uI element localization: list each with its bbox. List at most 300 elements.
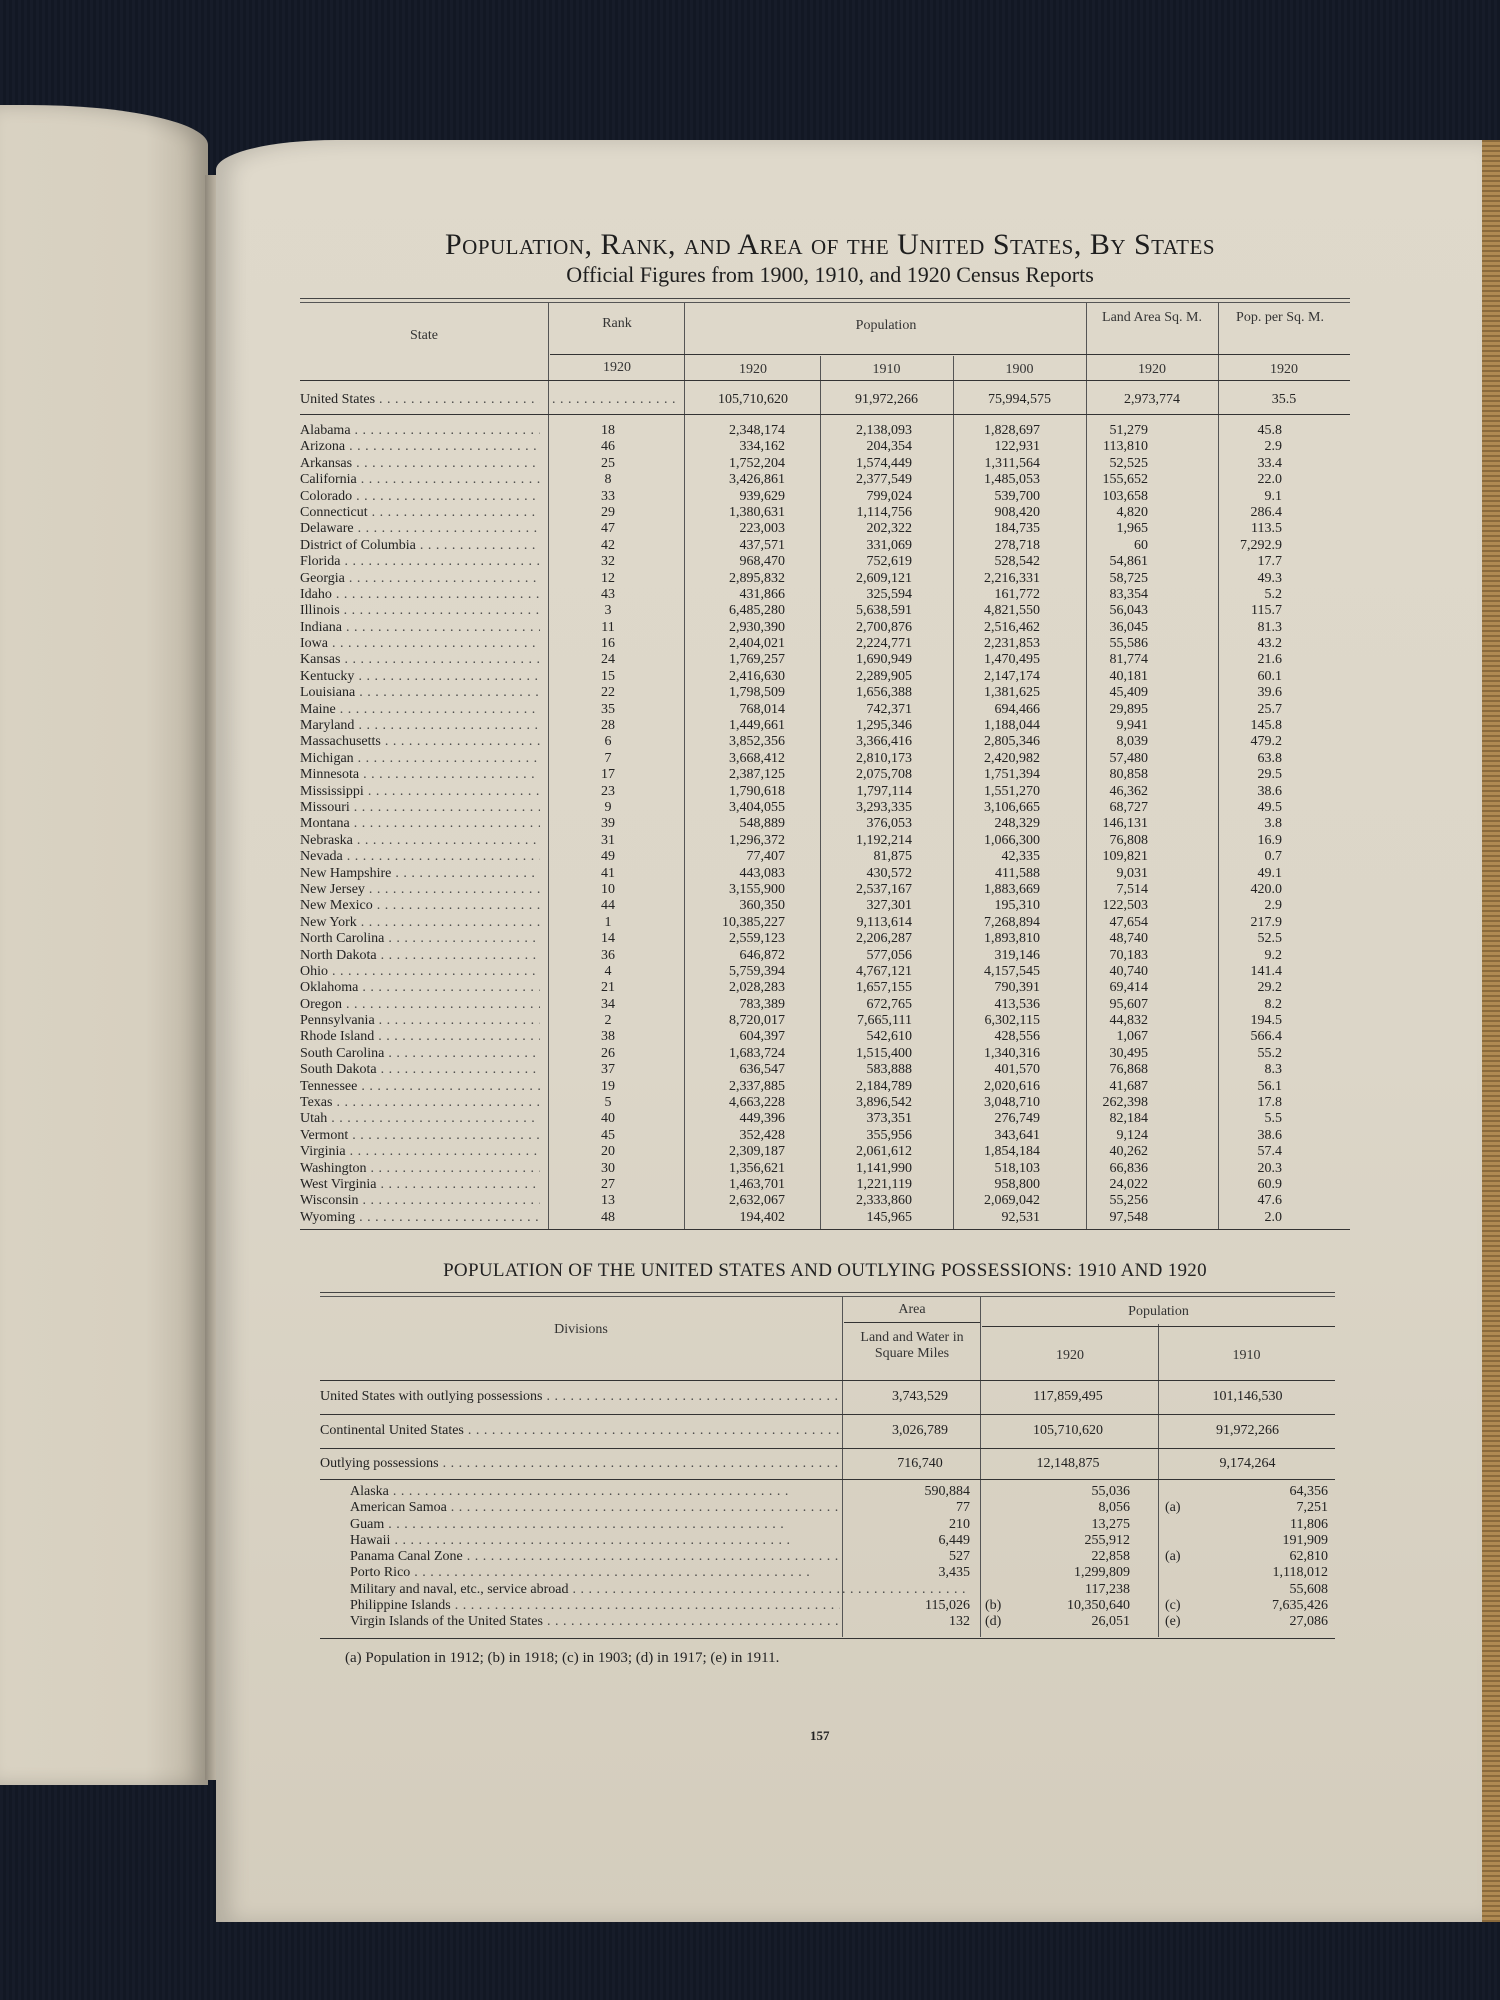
pop-1910: 1,221,119 <box>856 1176 912 1192</box>
summary-row <box>320 1386 1335 1408</box>
land-area: 30,495 <box>1109 1045 1148 1061</box>
state-name: Louisiana . . . <box>300 685 540 701</box>
state-rank: 46 <box>601 439 615 455</box>
state-name: Delaware . . . <box>300 521 540 537</box>
pop-1910: 101,146,530 <box>1212 1389 1283 1404</box>
pop-1920: 2,348,174 <box>729 423 785 438</box>
table-row <box>300 423 1350 439</box>
pop-density: 16.9 <box>1257 832 1282 848</box>
state-rows <box>300 423 1350 1226</box>
pop-1900: 1,751,394 <box>984 767 1040 783</box>
table-row <box>300 603 1350 619</box>
header-rule <box>550 354 1350 355</box>
state-rank: 37 <box>601 1062 615 1078</box>
table-row <box>300 882 1350 898</box>
state-name: Utah . . . <box>300 1111 540 1127</box>
land-area: 58,725 <box>1109 570 1148 586</box>
pop-1900: 248,329 <box>994 816 1040 832</box>
pop-1900: 2,020,616 <box>984 1078 1040 1094</box>
pop-1920: 334,162 <box>739 439 785 455</box>
pop-1920: 646,872 <box>739 947 785 963</box>
table-row <box>320 1549 1335 1565</box>
state-name: Kansas . . . <box>300 652 540 668</box>
land-area: 122,503 <box>1102 898 1148 914</box>
pop-density: 145.8 <box>1250 718 1282 734</box>
pop-1920: 22,858 <box>1091 1549 1130 1565</box>
pop-1900: 4,157,545 <box>984 963 1040 979</box>
pop-1920: 3,155,900 <box>729 881 785 897</box>
land-area: 66,836 <box>1109 1160 1148 1176</box>
state-name: New York . . . <box>300 915 540 931</box>
pop-1910: 5,638,591 <box>856 603 912 619</box>
pop-1900: 1,188,044 <box>984 718 1040 734</box>
pop-density: 286.4 <box>1250 504 1282 520</box>
pop-density: 566.4 <box>1250 1029 1282 1045</box>
pop-1920: 431,866 <box>739 586 785 602</box>
pop-1910: 327,301 <box>866 898 912 914</box>
state-rank: 30 <box>601 1160 615 1176</box>
pop-density: 0.7 <box>1264 849 1282 865</box>
pop-1900: 161,772 <box>994 586 1040 602</box>
pop-density: 2.0 <box>1264 1209 1282 1225</box>
pop-1920: 1,790,618 <box>729 783 785 799</box>
total-rank-dots: . . . . . . . . . . . . . . . . <box>552 392 676 407</box>
possession-name: Porto Rico . . . <box>350 1565 840 1581</box>
land-area: 1,067 <box>1116 1029 1148 1045</box>
land-area: 8,039 <box>1116 734 1148 750</box>
pop-1920: 604,397 <box>739 1029 785 1045</box>
area: 115,026 <box>925 1598 970 1614</box>
pop-1920: 1,380,631 <box>729 504 785 520</box>
land-area: 82,184 <box>1109 1111 1148 1127</box>
header-population: Population <box>1128 1304 1189 1319</box>
pop-1920: 117,238 <box>1085 1581 1130 1597</box>
pop-1920: 77,407 <box>746 849 785 865</box>
pop-1900: 6,302,115 <box>984 1013 1040 1029</box>
land-area: 81,774 <box>1109 652 1148 668</box>
pop-1910: 7,665,111 <box>857 1013 912 1029</box>
pop-1920: 3,404,055 <box>729 799 785 815</box>
state-rank: 49 <box>601 849 615 865</box>
table-row <box>300 505 1350 521</box>
header-land-year: 1920 <box>1138 362 1166 377</box>
pop-1910: 3,366,416 <box>856 734 912 750</box>
table-row <box>300 489 1350 505</box>
pop-1910: 1,574,449 <box>856 455 912 471</box>
table-row <box>300 456 1350 472</box>
table-row <box>300 652 1350 668</box>
pop-1920: 10,350,640 <box>1067 1598 1130 1614</box>
pop-1920: 1,769,257 <box>729 652 785 668</box>
state-rank: 21 <box>601 980 615 996</box>
land-area: 1,965 <box>1116 521 1148 537</box>
land-area: 83,354 <box>1109 586 1148 602</box>
pop-1920: 636,547 <box>739 1062 785 1078</box>
pop-1910: 430,572 <box>866 865 912 881</box>
state-name: Texas . . . <box>300 1095 540 1111</box>
pop-1920: 2,632,067 <box>729 1193 785 1209</box>
pop-1920: 783,389 <box>739 996 785 1012</box>
pop-1920: 3,668,412 <box>729 750 785 766</box>
table-row <box>300 767 1350 783</box>
state-rank: 47 <box>601 521 615 537</box>
pop-1900: 1,066,300 <box>984 832 1040 848</box>
pop-1900: 7,268,894 <box>984 914 1040 930</box>
state-rank: 4 <box>604 963 612 979</box>
pop-density: 17.8 <box>1257 1095 1282 1111</box>
state-name: Tennessee . . . <box>300 1079 540 1095</box>
land-area: 7,514 <box>1116 881 1148 897</box>
pop-1920: 4,663,228 <box>729 1095 785 1111</box>
state-rank: 13 <box>601 1193 615 1209</box>
total-rule <box>300 414 1350 415</box>
pop-1910: 577,056 <box>866 947 912 963</box>
table-row <box>300 931 1350 947</box>
pop-density: 49.3 <box>1257 570 1282 586</box>
table-row <box>300 1029 1350 1045</box>
pop-1910: 2,810,173 <box>856 750 912 766</box>
pop-1920: 548,889 <box>739 816 785 832</box>
state-name: Ohio . . . <box>300 964 540 980</box>
pop-1910: 9,174,264 <box>1219 1456 1276 1471</box>
state-rank: 34 <box>601 996 615 1012</box>
pop-1920: 768,014 <box>739 701 785 717</box>
state-name: Georgia . . . <box>300 571 540 587</box>
pop-1920: 1,798,509 <box>729 685 785 701</box>
note-mark: (d) <box>985 1614 1002 1630</box>
pop-1910: 373,351 <box>866 1111 912 1127</box>
pop-1920: 939,629 <box>739 488 785 504</box>
state-name: District of Columbia . . . <box>300 538 540 554</box>
pop-1920: 1,683,724 <box>729 1045 785 1061</box>
pop-1910: 1,690,949 <box>856 652 912 668</box>
table-row <box>300 538 1350 554</box>
state-rank: 41 <box>601 865 615 881</box>
pop-1920: 443,083 <box>739 865 785 881</box>
pop-1910: 2,289,905 <box>856 668 912 684</box>
pop-1920: 437,571 <box>739 537 785 553</box>
state-rank: 35 <box>601 701 615 717</box>
pop-1910: 2,224,771 <box>856 636 912 652</box>
land-area: 52,525 <box>1109 455 1148 471</box>
pop-1920: 1,449,661 <box>729 718 785 734</box>
state-name: Washington . . . <box>300 1161 540 1177</box>
pop-1910: 7,635,426 <box>1272 1598 1328 1614</box>
header-rule <box>844 1322 980 1323</box>
pop-1910: 55,608 <box>1289 1581 1328 1597</box>
possession-rows <box>320 1484 1335 1631</box>
state-name: Arizona . . . <box>300 439 540 455</box>
pop-density: 29.5 <box>1257 767 1282 783</box>
state-name: New Jersey . . . <box>300 882 540 898</box>
state-name: Missouri . . . <box>300 800 540 816</box>
state-rank: 25 <box>601 455 615 471</box>
pop-density: 63.8 <box>1257 750 1282 766</box>
pop-1910: 742,371 <box>866 701 912 717</box>
state-rank: 31 <box>601 832 615 848</box>
possession-name: Philippine Islands . . . <box>350 1598 840 1614</box>
state-rank: 28 <box>601 718 615 734</box>
total-pop-1900: 75,994,575 <box>988 392 1051 407</box>
area: 210 <box>949 1516 970 1532</box>
pop-1900: 276,749 <box>994 1111 1040 1127</box>
state-rank: 22 <box>601 685 615 701</box>
pop-1920: 2,404,021 <box>729 636 785 652</box>
land-area: 76,868 <box>1109 1062 1148 1078</box>
state-rank: 23 <box>601 783 615 799</box>
table-row <box>300 1144 1350 1160</box>
table-row <box>300 439 1350 455</box>
header-divisions: Divisions <box>554 1322 608 1337</box>
table-row <box>300 685 1350 701</box>
table-row <box>300 1111 1350 1127</box>
pop-density: 420.0 <box>1250 881 1282 897</box>
table-row <box>300 964 1350 980</box>
pop-density: 22.0 <box>1257 472 1282 488</box>
table-row <box>320 1517 1335 1533</box>
pop-1920: 8,720,017 <box>729 1013 785 1029</box>
pop-1910: 672,765 <box>866 996 912 1012</box>
pop-1910: 81,875 <box>873 849 912 865</box>
pop-density: 57.4 <box>1257 1144 1282 1160</box>
state-rank: 7 <box>604 750 612 766</box>
total-density: 35.5 <box>1271 392 1297 407</box>
pop-1920: 55,036 <box>1091 1484 1130 1499</box>
state-name: Arkansas . . . <box>300 456 540 472</box>
land-area: 41,687 <box>1109 1078 1148 1094</box>
table-bottom-rule <box>300 1229 1350 1230</box>
area: 3,743,529 <box>892 1389 948 1404</box>
pop-density: 38.6 <box>1257 783 1282 799</box>
land-area: 24,022 <box>1109 1176 1148 1192</box>
pop-1920: 2,028,283 <box>729 980 785 996</box>
pop-1910: 204,354 <box>866 439 912 455</box>
state-rank: 33 <box>601 488 615 504</box>
land-area: 113,810 <box>1103 439 1148 455</box>
header-density: Pop. per Sq. M. <box>1236 310 1324 325</box>
table-row <box>300 669 1350 685</box>
header-area-sub: Land and Water in Square Miles <box>860 1330 964 1361</box>
note-mark: (a) <box>1165 1500 1181 1516</box>
land-area: 54,861 <box>1109 554 1148 570</box>
table-row <box>300 636 1350 652</box>
pop-density: 17.7 <box>1257 554 1282 570</box>
pop-1900: 1,893,810 <box>984 931 1040 947</box>
table-row <box>300 521 1350 537</box>
state-name: Virginia . . . <box>300 1144 540 1160</box>
pop-1900: 1,311,564 <box>984 455 1040 471</box>
state-rank: 36 <box>601 947 615 963</box>
area-leader-dots: . . . . . . . . . . . . . . . . <box>842 1581 966 1597</box>
pop-1920: 2,337,885 <box>729 1078 785 1094</box>
pop-1920: 13,275 <box>1091 1516 1130 1532</box>
state-rank: 9 <box>604 799 612 815</box>
table-row <box>300 1079 1350 1095</box>
possession-name: Military and naval, etc., service abroad . . . <box>350 1582 840 1598</box>
state-name: South Dakota . . . <box>300 1062 540 1078</box>
state-name: Nebraska . . . <box>300 833 540 849</box>
land-area: 68,727 <box>1109 799 1148 815</box>
pop-1900: 1,551,270 <box>984 783 1040 799</box>
pop-density: 56.1 <box>1257 1078 1282 1094</box>
total-pop-1910: 91,972,266 <box>855 392 918 407</box>
land-area: 80,858 <box>1109 767 1148 783</box>
header-density-year: 1920 <box>1270 362 1298 377</box>
pop-1920: 1,463,701 <box>729 1176 785 1192</box>
pop-1910: 191,909 <box>1282 1532 1328 1548</box>
pop-1920: 1,752,204 <box>729 455 785 471</box>
state-rank: 32 <box>601 554 615 570</box>
pop-density: 5.2 <box>1264 586 1282 602</box>
state-rank: 48 <box>601 1209 615 1225</box>
pop-1900: 2,805,346 <box>984 734 1040 750</box>
state-name: Montana . . . <box>300 816 540 832</box>
state-rank: 14 <box>601 931 615 947</box>
pop-1920: 10,385,227 <box>722 914 785 930</box>
state-name: Massachusetts . . . <box>300 734 540 750</box>
state-rank: 8 <box>604 472 612 488</box>
state-rank: 27 <box>601 1176 615 1192</box>
pop-1900: 694,466 <box>994 701 1040 717</box>
table-top-rule <box>320 1292 1335 1297</box>
land-area: 9,031 <box>1116 865 1148 881</box>
pop-1910: 1,657,155 <box>856 980 912 996</box>
pop-1910: 27,086 <box>1289 1614 1328 1630</box>
state-rank: 24 <box>601 652 615 668</box>
pop-1900: 319,146 <box>994 947 1040 963</box>
table-row <box>300 849 1350 865</box>
table-row <box>320 1614 1335 1630</box>
header-pop-1920: 1920 <box>1056 1348 1084 1363</box>
land-area: 70,183 <box>1109 947 1148 963</box>
header-rank-year: 1920 <box>603 360 631 375</box>
pop-density: 52.5 <box>1257 931 1282 947</box>
possession-name: Panama Canal Zone . . . <box>350 1549 840 1565</box>
area: 3,026,789 <box>892 1423 948 1438</box>
pop-1900: 2,147,174 <box>984 668 1040 684</box>
pop-1920: 8,056 <box>1098 1500 1130 1516</box>
pop-1910: 2,075,708 <box>856 767 912 783</box>
pop-density: 39.6 <box>1257 685 1282 701</box>
pop-1920: 1,356,621 <box>729 1160 785 1176</box>
pop-density: 8.2 <box>1264 996 1282 1012</box>
pop-1900: 4,821,550 <box>984 603 1040 619</box>
pop-density: 9.1 <box>1264 488 1282 504</box>
area: 716,740 <box>897 1456 943 1471</box>
page-number: 157 <box>810 1728 830 1743</box>
possession-name: Virgin Islands of the United States . . . <box>350 1614 840 1630</box>
pop-1920: 352,428 <box>739 1127 785 1143</box>
table-row <box>300 702 1350 718</box>
pop-1910: 62,810 <box>1289 1549 1328 1565</box>
pop-1900: 411,588 <box>995 865 1040 881</box>
state-name: Alabama . . . <box>300 423 540 439</box>
state-rank: 26 <box>601 1045 615 1061</box>
row-rule <box>320 1414 1335 1415</box>
pop-1920: 1,299,809 <box>1074 1565 1130 1581</box>
state-name: Oregon . . . <box>300 997 540 1013</box>
state-name: South Carolina . . . <box>300 1046 540 1062</box>
state-name: Indiana . . . <box>300 620 540 636</box>
state-rank: 3 <box>604 603 612 619</box>
land-area: 262,398 <box>1102 1095 1148 1111</box>
pop-1900: 122,931 <box>994 439 1040 455</box>
pop-density: 194.5 <box>1250 1013 1282 1029</box>
land-area: 56,043 <box>1109 603 1148 619</box>
pop-density: 217.9 <box>1250 914 1282 930</box>
header-pop-1900: 1900 <box>1005 362 1034 377</box>
pop-density: 2.9 <box>1264 898 1282 914</box>
state-name: North Dakota . . . <box>300 948 540 964</box>
pop-1910: 752,619 <box>866 554 912 570</box>
pop-density: 47.6 <box>1257 1193 1282 1209</box>
pop-1900: 2,069,042 <box>984 1193 1040 1209</box>
pop-1920: 2,559,123 <box>729 931 785 947</box>
note-mark: (a) <box>1165 1549 1181 1565</box>
pop-density: 49.5 <box>1257 799 1282 815</box>
pop-1900: 1,381,625 <box>984 685 1040 701</box>
land-area: 69,414 <box>1109 980 1148 996</box>
state-rank: 43 <box>601 586 615 602</box>
table-bottom-rule <box>320 1638 1335 1639</box>
header-rule <box>320 1380 1335 1381</box>
table-row <box>320 1484 1335 1500</box>
header-rule <box>982 1326 1335 1327</box>
state-rank: 12 <box>601 570 615 586</box>
pop-1920: 3,426,861 <box>729 472 785 488</box>
pop-1910: 9,113,614 <box>856 914 912 930</box>
pop-1900: 518,103 <box>994 1160 1040 1176</box>
state-name: Maryland . . . <box>300 718 540 734</box>
pop-1910: 7,251 <box>1296 1500 1328 1516</box>
pop-1910: 1,797,114 <box>856 783 912 799</box>
table-row <box>300 816 1350 832</box>
pop-1910: 1,141,990 <box>856 1160 912 1176</box>
pop-density: 5.5 <box>1264 1111 1282 1127</box>
land-area: 155,652 <box>1102 472 1148 488</box>
pop-1910: 1,118,012 <box>1272 1565 1328 1581</box>
table-row <box>300 1128 1350 1144</box>
state-name: Pennsylvania . . . <box>300 1013 540 1029</box>
table-row <box>300 554 1350 570</box>
table-row <box>300 620 1350 636</box>
pop-1910: 2,700,876 <box>856 619 912 635</box>
table-row <box>300 898 1350 914</box>
state-rank: 17 <box>601 767 615 783</box>
area: 590,884 <box>924 1484 970 1499</box>
table-row <box>300 997 1350 1013</box>
possession-name: American Samoa . . . <box>350 1500 840 1516</box>
pop-1910: 376,053 <box>866 816 912 832</box>
pop-density: 141.4 <box>1250 963 1282 979</box>
pop-1920: 117,859,495 <box>1033 1389 1103 1404</box>
summary-row <box>320 1420 1335 1442</box>
area: 77 <box>956 1500 970 1516</box>
header-area: Area <box>898 1302 926 1317</box>
land-area: 55,256 <box>1109 1193 1148 1209</box>
pop-1910: 331,069 <box>866 537 912 553</box>
table-row <box>300 1062 1350 1078</box>
pop-1910: 2,537,167 <box>856 881 912 897</box>
land-area: 55,586 <box>1109 636 1148 652</box>
state-rank: 42 <box>601 537 615 553</box>
pop-1910: 3,293,335 <box>856 799 912 815</box>
land-area: 95,607 <box>1109 996 1148 1012</box>
pop-1900: 428,556 <box>994 1029 1040 1045</box>
pop-1900: 413,536 <box>994 996 1040 1012</box>
state-name: Wisconsin . . . <box>300 1193 540 1209</box>
pop-density: 9.2 <box>1264 947 1282 963</box>
